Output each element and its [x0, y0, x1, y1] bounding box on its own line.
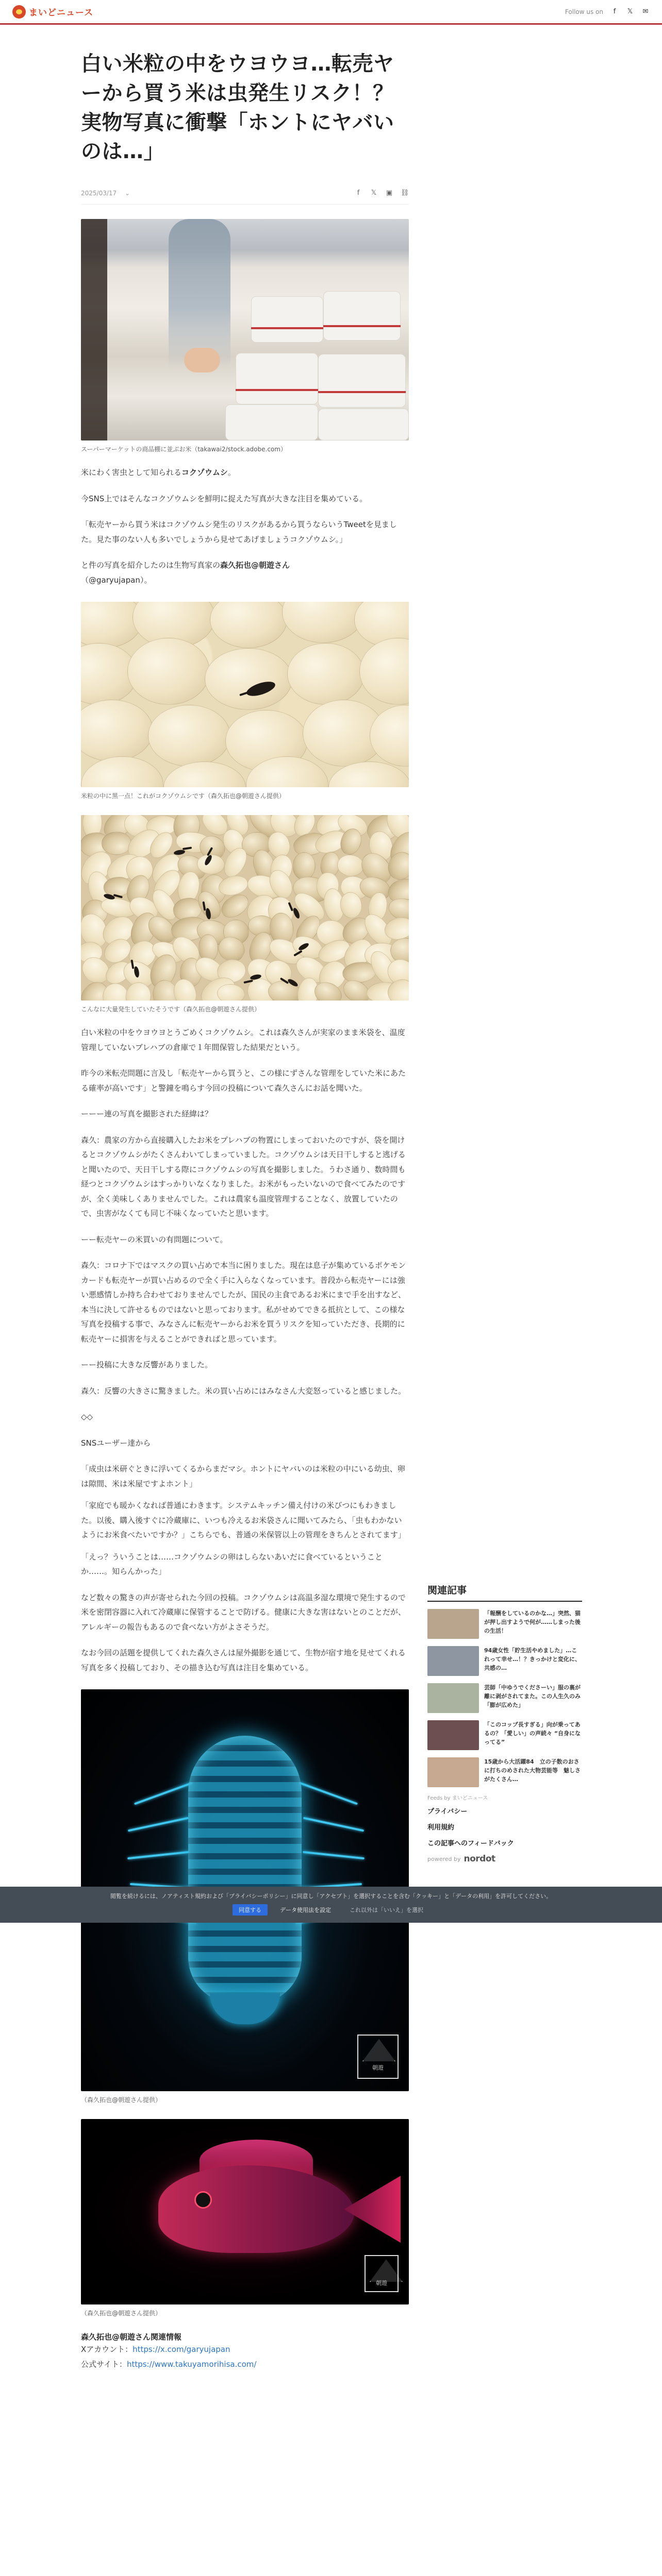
- paragraph-14: SNSユーザー達から: [81, 1438, 151, 1448]
- feed-credit: Feeds by まいどニュース: [427, 1795, 488, 1801]
- photographer-watermark: 朝遊: [357, 2035, 399, 2079]
- paragraph-7: ーーー連の写真を撮影された経緯は？: [81, 1109, 213, 1119]
- related-article-item[interactable]: [427, 1646, 582, 1676]
- related-article-thumbnail[interactable]: [427, 1683, 479, 1713]
- related-article-title[interactable]: 15歳から大活躍84 立の子数のおさに打ちのめされた大物芸能等 魅しさがたくさん…: [484, 1758, 581, 1783]
- caption-weevil-closeup: 米粒の中に黒一点！これがコクゾウムシです（森久拓也@朝遊さん提供）: [81, 792, 285, 800]
- x-icon[interactable]: 𝕏: [627, 7, 633, 15]
- paragraph-19: なお今回の話題を提供してくれた森久さんは屋外撮影を通じて、生物が宿す地を見せてくれる写真を多く投稿しており、その描き込む写真は注目を集めている。: [81, 1648, 406, 1672]
- rice-grain: [102, 831, 132, 855]
- caption-isopod: （森久拓也@朝遊さん提供）: [81, 2096, 162, 2104]
- caption-weevil-swarm: こんなに大量発生していたそうです（森久拓也@朝遊さん提供）: [81, 1006, 261, 1013]
- related-article-thumbnail[interactable]: [427, 1609, 479, 1639]
- nordot-logo[interactable]: nordot: [464, 1854, 495, 1864]
- figure-fish: [81, 2119, 409, 2318]
- weevil-swarm-photo: [81, 815, 409, 1001]
- paragraph-11: ーー投稿に大きな反響がありました。: [81, 1360, 213, 1370]
- related-articles-title: 関連記事: [427, 1583, 582, 1602]
- chevron-down-icon[interactable]: ⌄: [125, 189, 130, 197]
- related-article-title[interactable]: 「報酬をしているのかな…」突然、猫が押し出すようで何が……しまった後の生活！: [484, 1610, 581, 1635]
- share-x-icon[interactable]: 𝕏: [371, 189, 377, 197]
- cookie-accept-button[interactable]: 同意する: [233, 1904, 268, 1916]
- quote-3: 「えっ？ういうことは……コクゾウムシの卵はしらないあいだに食べているということか……。知らんかった」: [81, 1552, 383, 1577]
- official-site-link[interactable]: https://www.takuyamorihisa.com/: [126, 2359, 257, 2369]
- cookie-buttons: [0, 1904, 662, 1916]
- weevil-closeup-photo: [81, 602, 409, 787]
- related-article-item[interactable]: [427, 1609, 582, 1639]
- quote-2: 「家庭でも暖かくなれば普通にわきます。システムキッチン備え付けの米びつにもわきました。以後、購入後すぐに冷蔵庫に、いつも冷えるお米袋さんに聞いてみたら、「虫もわかないようにお米食べたいですか？」こちらでも、普通の米保管以上の管理をきちんとされてます」: [81, 1501, 406, 1540]
- powered-by: [427, 1854, 582, 1864]
- site-header: [0, 0, 662, 25]
- supermarket-rice-photo: [81, 219, 409, 440]
- sidebar-links: [427, 1806, 582, 1864]
- cookie-reject-button[interactable]: これ以外は「いいえ」を選択: [350, 1906, 423, 1913]
- feedback-link[interactable]: この記事へのフィードバック: [427, 1840, 514, 1848]
- paragraph-6: 昨今の米転売問題に言及し「転売ヤーから買うと、この様にずさんな管理をしていた米にあたる確率が高いです」と警鐘を鳴らす今回の投稿について森久さんにお話を聞いた。: [81, 1069, 406, 1093]
- paragraph-5: 白い米粒の中をウヨウヨとうごめくコクゾウムシ。これは森久さんが実家のまま米袋を、温度管理していないブレハブの倉庫で１年間保管した結果だという。: [81, 1028, 405, 1052]
- privacy-link[interactable]: プライバシー: [427, 1808, 468, 1816]
- related-info-title: 森久拓也@朝遊さん関連情報: [81, 2332, 182, 2342]
- publish-date: [81, 190, 130, 197]
- paragraph-1: 米にわく害虫として知られるコクゾウムシ。: [81, 468, 236, 478]
- weevil: [173, 849, 185, 855]
- quote-1: 「成虫は米研ぐときに浮いてくるからまだマシ。ホントにヤバいのは米粒の中にいる幼虫、卵は隙間、米は米屋ですよホント」: [81, 1464, 405, 1488]
- follow-bar: [565, 8, 650, 16]
- x-account-link[interactable]: https://x.com/garyujapan: [133, 2345, 230, 2354]
- paragraph-3: 「転売ヤーから買う米はコクゾウムシ発生のリスクがあるから買うならいうTweetを見ました。見た事のない人も多いでしょうから見せてあげましょうコクゾウムシ。」: [81, 520, 397, 544]
- photographer-watermark-2: 朝遊: [365, 2255, 399, 2292]
- related-articles-sidebar: [427, 1583, 582, 1801]
- related-article-item[interactable]: [427, 1757, 582, 1787]
- cookie-consent-text: 閲覧を続けるには、ノアティスト規約および「プライバシーポリシー」に同意し「アクセプト」を選択することを含む「クッキー」と「データの利用」を許可してください。: [110, 1893, 552, 1900]
- fish-photo: [81, 2119, 409, 2304]
- copy-link-icon[interactable]: ⛓: [401, 189, 409, 197]
- facebook-icon[interactable]: f: [613, 7, 616, 15]
- paragraph-9: ーー転売ヤーの米買いの有問題について。: [81, 1234, 228, 1244]
- share-line-icon[interactable]: ▣: [386, 189, 393, 197]
- paragraph-12: 森久：反響の大きさに驚きました。米の買い占めにはみなさん大変怒っていると感じました。: [81, 1386, 406, 1396]
- x-account-line: Xアカウント：https://x.com/garyujapan: [81, 2345, 230, 2354]
- official-site-line: 公式サイト：https://www.takuyamorihisa.com/: [81, 2359, 257, 2369]
- related-article-item[interactable]: [427, 1720, 582, 1750]
- related-article-thumbnail[interactable]: [427, 1757, 479, 1787]
- figure-shelf: [81, 219, 409, 454]
- related-article-title[interactable]: 94歳女性「貯生活やめました」…これって幸せ…！？きっかけと変化に、共感の…: [484, 1647, 581, 1672]
- paragraph-4: と件の写真を紹介したのは生物写真家の森久拓也@朝遊さん （@garyujapan）。: [81, 561, 290, 585]
- paragraph-8: 森久：農家の方から直接購入したお米をプレハブの物置にしまっておいたのですが、袋を開けるとコクゾウムシがたくさんわいてしまっていました。コクゾウムシは天日干しすると逃げると聞いたので、天日干しする際にコクゾウムシの写真を撮影しました。うわさ通り、数時間も経つとコクゾウムシはすっかりいなくなりました。お米がもったいないので食べてみたのですが、全く美味しくありませんでした。これは農家も温度管理することなく、放置していたので、虫害がなくても同じ不味くなっていたと思います。: [81, 1135, 406, 1218]
- cookie-consent-banner: [0, 1887, 662, 1923]
- line-icon[interactable]: ✉: [642, 7, 649, 15]
- publish-date-text: 2025/03/17: [81, 189, 117, 197]
- share-facebook-icon[interactable]: f: [357, 189, 360, 197]
- related-article-thumbnail[interactable]: [427, 1720, 479, 1750]
- follow-label: Follow us on: [565, 8, 603, 15]
- article-meta: [81, 189, 409, 205]
- figure-weevil-closeup: [81, 602, 409, 801]
- related-article-title[interactable]: 「このコップ長すぎる」向が乗ってあるの？「愛しい」の声続々 “自身になってる”: [484, 1721, 581, 1746]
- terms-link[interactable]: 利用規約: [427, 1824, 455, 1832]
- paragraph-2: 今SNS上ではそんなコクゾウムシを鮮明に捉えた写真が大きな注目を集めている。: [81, 494, 368, 503]
- related-article-title[interactable]: 芸師「中ゆうでくださーい」服の裏が離に剥がされてまた。この人生久のみ「膨が広めた」: [484, 1684, 581, 1709]
- share-bar: [354, 189, 409, 197]
- logo-mark-icon: [12, 5, 26, 19]
- paragraph-18: など数々の驚きの声が寄せられた今回の投稿。コクゾウムシは高温多湿な環境で発生するので米を密閉容器に入れて冷蔵庫に保管することで防げる。健康に大きな害はないとのことだが、アレルギーの報告もあるので食べない方がよさそうだ。: [81, 1592, 406, 1632]
- figure-weevil-swarm: [81, 815, 409, 1014]
- powered-by-label: powered by: [427, 1855, 461, 1862]
- logo-text: まいどニュース: [29, 8, 94, 18]
- article-title: 白い米粒の中をウヨウヨ…転売ヤーから買う米は虫発生リスク！？実物写真に衝撃「ホントにヤバいのは…」: [81, 52, 394, 164]
- caption-shelf: スーパーマーケットの商品棚に並ぶお米（takawai2/stock.adobe.com）: [81, 446, 287, 453]
- cookie-settings-button[interactable]: データ使用法を設定: [280, 1906, 331, 1913]
- paragraph-10: 森久：コロナ下ではマスクの買い占めで本当に困りました。現在は息子が集めているポケモンカードも転売ヤーが買い占めるので全く手に入らなくなっています。普段から転売ヤーには強い悪感情しか持ち合わせておりませんでしたが、国民の主食であるお米にまで手を出すなど、本当に決して許せるものではないと思っております。私がせめてできる抵抗として、この様な写真を投稿する事で、みなさんに転売ヤーからお米を買うリスクを知っていただき、長期的に転売ヤーに損害を与えることができればと思っています。: [81, 1261, 406, 1344]
- section-divider: ◇◇: [81, 1412, 93, 1422]
- related-article-thumbnail[interactable]: [427, 1646, 479, 1676]
- article: [81, 49, 409, 2371]
- rice-grain: [292, 852, 316, 880]
- caption-fish: （森久拓也@朝遊さん提供）: [81, 2310, 162, 2317]
- related-article-item[interactable]: [427, 1683, 582, 1713]
- site-logo[interactable]: [12, 5, 93, 19]
